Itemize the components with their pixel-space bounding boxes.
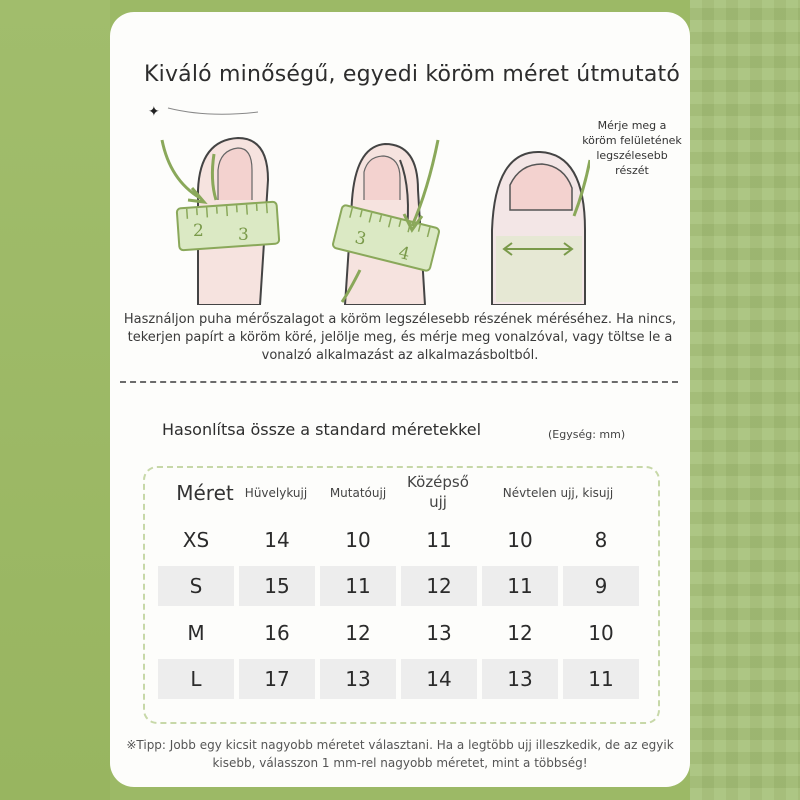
- table-cell: 10: [507, 528, 533, 552]
- table-cell: XS: [182, 528, 210, 552]
- table-cell: L: [158, 659, 234, 699]
- table-header-ring-little: Névtelen ujj, kisujj: [502, 486, 614, 500]
- compare-title: Hasonlítsa össze a standard méretekkel: [162, 420, 482, 439]
- table-cell: 16: [264, 621, 290, 645]
- finger-illustrations: [160, 130, 590, 305]
- page-title: Kiváló minőségű, egyedi köröm méret útmutató: [144, 62, 681, 87]
- background-left: [0, 0, 110, 800]
- table-cell: 14: [264, 528, 290, 552]
- table-cell: 8: [594, 528, 608, 552]
- finger-thumb-illustration: [162, 138, 279, 305]
- table-cell: 12: [507, 621, 533, 645]
- table-cell: 15: [239, 566, 315, 606]
- table-cell: 17: [239, 659, 315, 699]
- table-header-index: Mutatóujj: [329, 486, 387, 500]
- tape-mark-2: 2: [193, 221, 204, 241]
- table-cell: 13: [426, 621, 452, 645]
- table-cell: 13: [482, 659, 558, 699]
- table-cell: 12: [345, 621, 371, 645]
- table-cell: 12: [401, 566, 477, 606]
- tape-mark-3: 3: [238, 225, 249, 245]
- unit-label: (Egység: mm): [548, 428, 626, 441]
- table-cell: S: [158, 566, 234, 606]
- table-cell: 11: [563, 659, 639, 699]
- table-cell: 10: [588, 621, 614, 645]
- table-cell: 13: [320, 659, 396, 699]
- sparkle-icon: ✦: [148, 104, 160, 120]
- tape-mark-4: 4: [396, 242, 412, 265]
- background-right: [690, 0, 800, 800]
- tape-mark-3b: 3: [352, 227, 369, 250]
- table-cell: 14: [401, 659, 477, 699]
- table-header-thumb: Hüvelykujj: [244, 486, 308, 500]
- table-cell: 9: [563, 566, 639, 606]
- finger-nail-width-illustration: [492, 152, 590, 305]
- table-cell: M: [187, 621, 205, 645]
- finger-index-illustration: [332, 140, 440, 305]
- table-cell: 10: [345, 528, 371, 552]
- table-cell: 11: [320, 566, 396, 606]
- table-header-middle: Középső ujj: [407, 473, 469, 511]
- instructions-text: Használjon puha mérőszalagot a köröm legszélesebb részének méréséhez. Ha nincs, tekerjen papírt a köröm köré, jelölje meg, és mérje meg vonalzóval, vagy töltse le a vonalzó alkalmazást az alkalmazásboltból.: [123, 312, 677, 363]
- dashed-divider: [120, 381, 678, 383]
- tip-text: ※Tipp: Jobb egy kicsit nagyobb méretet választani. Ha a legtöbb ujj illeszkedik, de az egyik kisebb, válasszon 1 mm-rel nagyobb méretet, mint a többség!: [126, 738, 674, 770]
- measure-note: Mérje meg a köröm felületének legszélesebb részét: [582, 119, 682, 177]
- table-header-size: Méret: [176, 481, 234, 505]
- table-cell: 11: [482, 566, 558, 606]
- table-cell: 11: [426, 528, 452, 552]
